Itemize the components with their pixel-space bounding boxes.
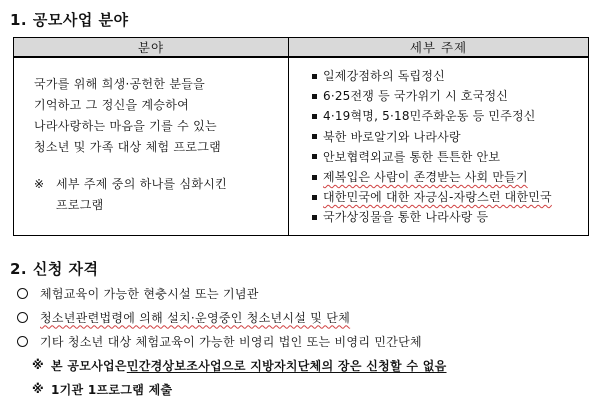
field-note-line: 프로그램 [56, 198, 104, 212]
square-bullet-icon [312, 134, 317, 139]
circle-bullet-icon [17, 336, 28, 347]
square-bullet-icon [312, 94, 317, 99]
list-item: 4·19혁명, 5·18민주화운동 등 민주정신 [312, 106, 588, 126]
reference-mark-icon: ※ [34, 177, 45, 191]
notice-underlined-text: 민간경상보조사업으로 지방자치단체의 장은 신청할 수 없음 [126, 358, 447, 373]
list-item: 제복입은 사람이 존경받는 사회 만들기 [312, 167, 588, 187]
list-item: 일제강점하의 독립정신 [312, 66, 588, 86]
square-bullet-icon [312, 114, 317, 119]
section-1-title: 1. 공모사업 분야 [10, 11, 129, 29]
field-cell [14, 57, 289, 236]
notice-restriction: ※ 본 공모사업은 민간경상보조사업으로 지방자치단체의 장은 신청할 수 없음 [32, 358, 447, 373]
field-line: 청소년 및 가족 대상 체험 프로그램 [34, 140, 222, 154]
list-item: 안보협력외교를 통한 튼튼한 안보 [312, 147, 588, 167]
header-field: 분야 [14, 38, 289, 58]
list-item: 체험교육이 가능한 현충시설 또는 기념관 [17, 281, 587, 305]
qualification-list [17, 281, 587, 401]
list-item: 국가상징물을 통한 나라사랑 등 [312, 207, 588, 227]
reference-mark-icon: ※ [32, 358, 44, 372]
square-bullet-icon [312, 215, 317, 220]
subtopic-list [289, 58, 588, 228]
field-line: 국가를 위해 희생·공헌한 분들을 [34, 77, 206, 91]
section-2-title: 2. 신청 자격 [10, 260, 99, 278]
circle-bullet-icon [17, 288, 28, 299]
list-item: 대한민국에 대한 자긍심-자랑스런 대한민국 [312, 187, 588, 207]
square-bullet-icon [312, 74, 317, 79]
field-line: 기억하고 그 정신을 계승하여 [34, 98, 190, 112]
list-item: 북한 바로알기와 나라사랑 [312, 127, 588, 147]
field-line: 나라사랑하는 마음을 기를 수 있는 [34, 119, 217, 133]
list-item: 기타 청소년 대상 체험교육이 가능한 비영리 법인 또는 비영리 민간단체 [17, 329, 587, 353]
subtopic-cell [289, 57, 589, 236]
reference-mark-icon: ※ [32, 382, 44, 396]
program-field-table [13, 37, 589, 236]
square-bullet-icon [312, 175, 317, 180]
circle-bullet-icon [17, 312, 28, 323]
square-bullet-icon [312, 195, 317, 200]
notice-submission: ※ 1기관 1프로그램 제출 [32, 382, 173, 397]
square-bullet-icon [312, 154, 317, 159]
list-item: 청소년관련법령에 의해 설치·운영중인 청소년시설 및 단체 [17, 305, 587, 329]
list-item: 6·25전쟁 등 국가위기 시 호국정신 [312, 86, 588, 106]
field-note-line: 세부 주제 중의 하나를 심화시킨 [56, 177, 228, 191]
header-subtopic: 세부 주제 [289, 38, 589, 58]
field-note [34, 174, 288, 216]
